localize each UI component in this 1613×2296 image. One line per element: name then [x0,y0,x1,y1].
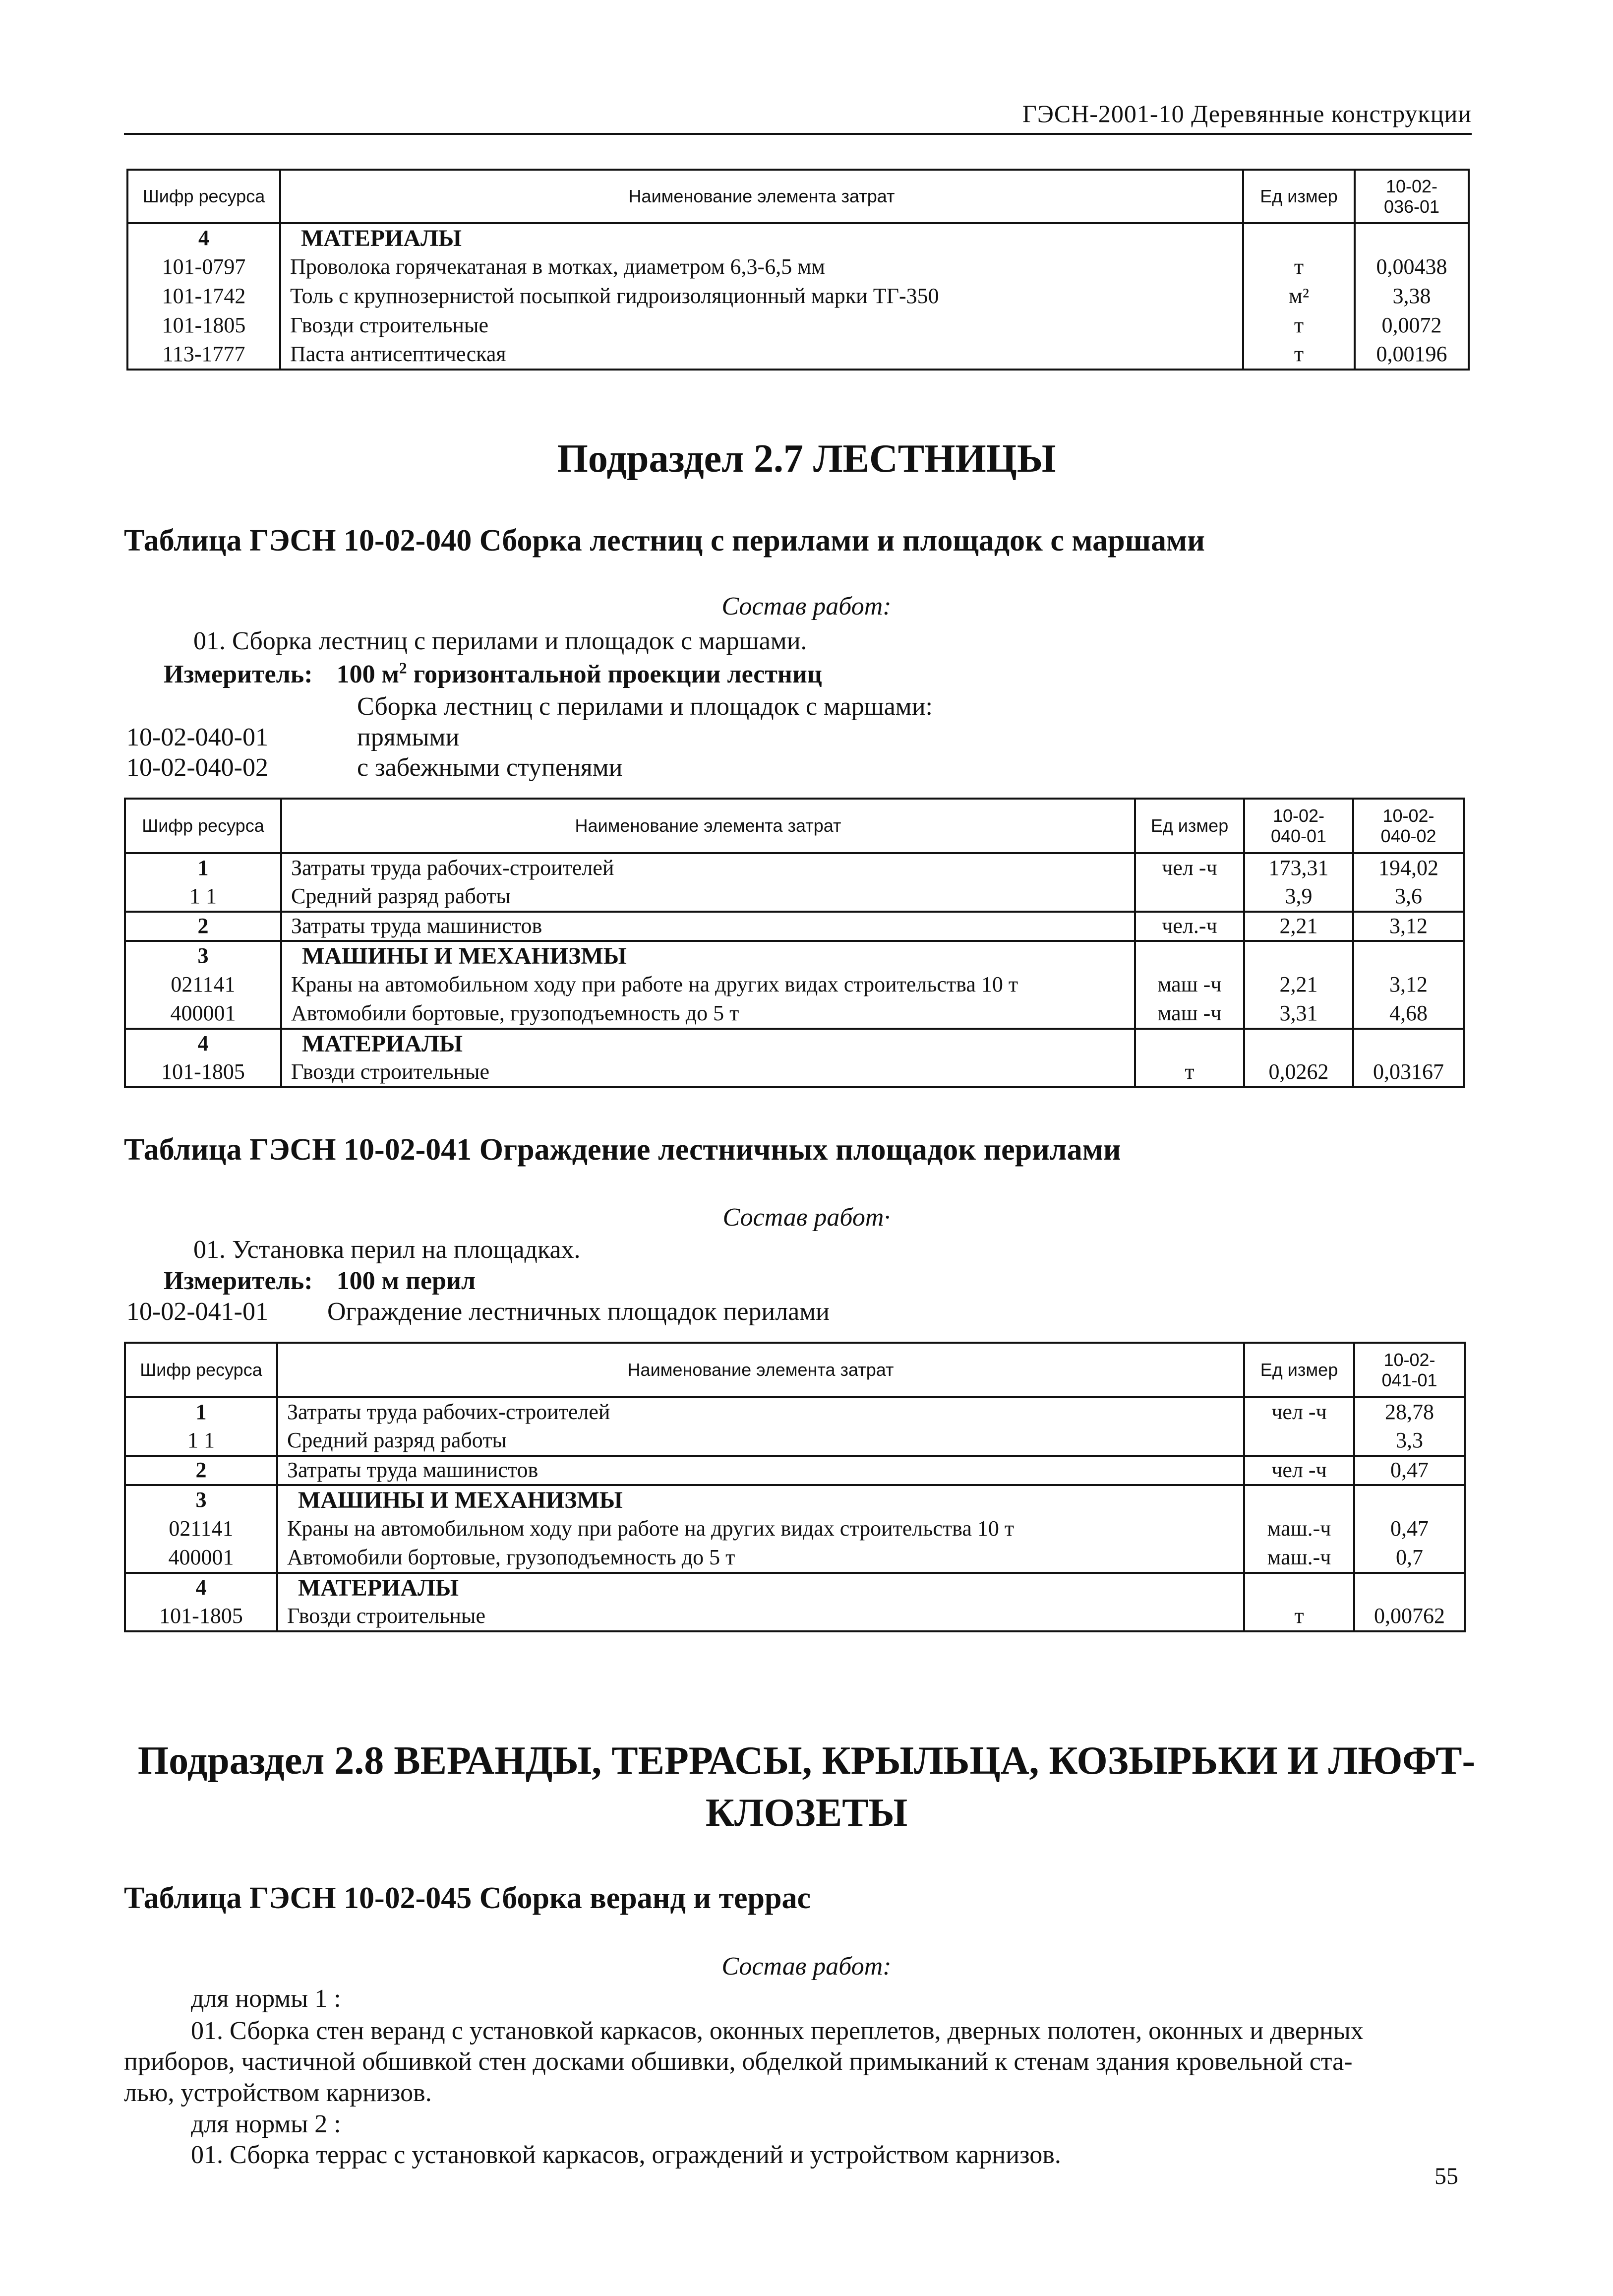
cell-unit: маш -ч [1135,970,1244,999]
cell-value-1: 0,00196 [1355,340,1469,370]
table-row [125,1058,1464,1087]
cell-code: 2 [125,912,281,941]
meter-value: 100 м перил [336,1267,476,1295]
meter-value: 100 м [336,660,400,688]
table-040 [124,798,1465,1088]
cell-code: 113-1777 [127,340,280,370]
cell-unit: т [1243,252,1355,282]
table-036-continuation [126,169,1470,371]
norm1-label: для нормы 1 : [191,1985,341,2013]
header-rule [124,133,1472,135]
cell-value-1: 0,7 [1354,1544,1465,1573]
cell-value-1: 3,3 [1354,1427,1465,1456]
table-row [125,882,1464,912]
cell-unit: т [1243,340,1355,370]
cell-value-1: 0,00762 [1354,1602,1465,1631]
header-name: Наименование элемента затрат [277,1343,1244,1397]
header-col1: 10-02- 040-01 [1244,799,1353,853]
table-row [127,252,1469,282]
cell-name: Автомобили бортовые, грузоподъемность до 5 т [281,999,1135,1029]
header-unit: Ед измер [1243,170,1355,223]
table-041-variant-code: 10-02-041-01 [126,1298,268,1326]
table-040-meter [164,660,822,689]
cell-unit: чел.-ч [1135,912,1244,941]
table-row [127,282,1469,311]
cell-unit: чел -ч [1244,1456,1354,1485]
cell-name: Краны на автомобильном ходу при работе на других видах строительства 10 т [281,970,1135,999]
cell-name: Проволока горячекатаная в мотках, диаметром 6,3-6,5 мм [280,252,1243,282]
meter-rest: горизонтальной проекции лестниц [407,660,822,688]
cell-code: 3 [125,1485,277,1514]
cell-name: Паста антисептическая [280,340,1243,370]
cell-unit [1135,1029,1244,1058]
table-row [127,311,1469,340]
cell-unit: маш.-ч [1244,1544,1354,1573]
cell-code: 1 [125,853,281,882]
running-head: ГЭСН-2001-10 Деревянные конструкции [1022,100,1472,127]
cell-name: Гвозди строительные [277,1602,1244,1631]
cell-value-2: 3,12 [1353,970,1464,999]
header-code: Шифр ресурса [127,170,280,223]
cell-name: МАТЕРИАЛЫ [277,1573,1244,1602]
cell-unit [1244,1485,1354,1514]
cell-value-1: 0,47 [1354,1514,1465,1544]
cell-name: Затраты труда рабочих-строителей [277,1397,1244,1427]
table-row [125,1397,1465,1427]
table-040-group-caption: Сборка лестниц с перилами и площадок с маршами: [357,692,933,721]
table-041-variant-label: Ограждение лестничных площадок перилами [327,1298,830,1326]
header-name: Наименование элемента затрат [280,170,1243,223]
cell-code: 1 1 [125,882,281,912]
cell-value-2: 194,02 [1353,853,1464,882]
variant-code-1: 10-02-040-01 [126,723,268,751]
table-body [125,853,1464,1087]
cell-value-1 [1244,941,1353,970]
cell-code: 2 [125,1456,277,1485]
cell-code: 1 1 [125,1427,277,1456]
header-name: Наименование элемента затрат [281,799,1135,853]
header-unit: Ед измер [1135,799,1244,853]
table-row [125,970,1464,999]
header-unit: Ед измер [1244,1343,1354,1397]
cell-code: 4 [125,1573,277,1602]
cell-unit [1243,223,1355,252]
cell-code: 4 [125,1029,281,1058]
table-body [127,223,1469,370]
variant-code-2: 10-02-040-02 [126,753,268,782]
cell-code: 021141 [125,970,281,999]
cell-unit [1135,941,1244,970]
table-041-title: Таблица ГЭСН 10-02-041 Ограждение лестничных площадок перилами [124,1133,1121,1167]
cell-unit [1244,1573,1354,1602]
cell-name: МАШИНЫ И МЕХАНИЗМЫ [281,941,1135,970]
cell-value-2 [1353,941,1464,970]
cell-name: Средний разряд работы [281,882,1135,912]
table-row [125,999,1464,1029]
cell-value-1: 2,21 [1244,970,1353,999]
meter-sup: 2 [399,659,407,677]
cell-value-2 [1353,1029,1464,1058]
cell-name: МАТЕРИАЛЫ [280,223,1243,252]
cell-code: 3 [125,941,281,970]
variant-label-1: прямыми [357,723,460,751]
table-045-title: Таблица ГЭСН 10-02-045 Сборка веранд и террас [124,1881,811,1915]
table-041-meter [164,1266,476,1296]
cell-value-1 [1354,1485,1465,1514]
cell-value-1 [1244,1029,1353,1058]
cell-value-2: 3,12 [1353,912,1464,941]
table-row [125,853,1464,882]
table-040-title: Таблица ГЭСН 10-02-040 Сборка лестниц с перилами и площадок с маршами [124,524,1205,558]
cell-code: 400001 [125,1544,277,1573]
header-col2: 10-02- 040-02 [1353,799,1464,853]
norm1-line2: приборов, частичной обшивкой стен досками обшивки, обделкой примыканий к стенам здания кровельной ста- [124,2048,1353,2076]
cell-name: Затраты труда рабочих-строителей [281,853,1135,882]
cell-name: Толь с крупнозернистой посыпкой гидроизоляционный марки ТГ-350 [280,282,1243,311]
category-row [125,1573,1465,1602]
cell-unit [1135,882,1244,912]
cell-code: 021141 [125,1514,277,1544]
page-number: 55 [1434,2163,1458,2189]
cell-value-1: 3,38 [1355,282,1469,311]
cell-name: Затраты труда машинистов [277,1456,1244,1485]
table-row [127,340,1469,370]
variant-label-2: с забежными ступенями [357,753,623,782]
table-040-work-label: Состав работ: [721,592,892,621]
table-041-work-item: 01. Установка перил на площадках. [193,1236,581,1264]
category-row [125,1485,1465,1514]
cell-value-2: 3,6 [1353,882,1464,912]
cell-value-1: 173,31 [1244,853,1353,882]
cell-unit: чел -ч [1135,853,1244,882]
table-row [125,1514,1465,1544]
section-28-title-line1: Подраздел 2.8 ВЕРАНДЫ, ТЕРРАСЫ, КРЫЛЬЦА, КОЗЫРЬКИ И ЛЮФТ- [137,1739,1476,1783]
norm2-label: для нормы 2 : [191,2110,341,2138]
cell-unit: т [1135,1058,1244,1087]
cell-name: Средний разряд работы [277,1427,1244,1456]
table-041-work-label: Состав работ· [722,1203,891,1232]
meter-label: Измеритель: [164,660,313,688]
cell-value-2: 4,68 [1353,999,1464,1029]
cell-code: 1 [125,1397,277,1427]
cell-value-1: 3,31 [1244,999,1353,1029]
cell-value-1: 0,47 [1354,1456,1465,1485]
cell-unit: м² [1243,282,1355,311]
cell-code: 101-1742 [127,282,280,311]
section-27-title: Подраздел 2.7 ЛЕСТНИЦЫ [557,437,1056,481]
cell-value-1 [1355,223,1469,252]
header-col1: 10-02- 036-01 [1355,170,1469,223]
table-row [125,1602,1465,1631]
cell-unit: т [1244,1602,1354,1631]
cell-code: 101-1805 [125,1058,281,1087]
cell-value-1: 0,00438 [1355,252,1469,282]
table-body [125,1397,1465,1631]
table-row [125,912,1464,941]
header-col1: 10-02- 041-01 [1354,1343,1465,1397]
table-row [125,1456,1465,1485]
cell-name: Краны на автомобильном ходу при работе на других видах строительства 10 т [277,1514,1244,1544]
cell-value-2: 0,03167 [1353,1058,1464,1087]
cell-unit [1244,1427,1354,1456]
table-045-work-label: Состав работ: [721,1952,892,1981]
cell-value-1 [1354,1573,1465,1602]
cell-value-1: 0,0262 [1244,1058,1353,1087]
cell-name: Гвозди строительные [280,311,1243,340]
cell-code: 101-1805 [125,1602,277,1631]
category-row [127,223,1469,252]
cell-value-1: 2,21 [1244,912,1353,941]
table-row [125,1427,1465,1456]
norm1-line1: 01. Сборка стен веранд с установкой каркасов, оконных переплетов, дверных полотен, оконных и дверных [191,2017,1364,2045]
cell-name: МАТЕРИАЛЫ [281,1029,1135,1058]
cell-value-1: 0,0072 [1355,311,1469,340]
meter-label: Измеритель: [164,1267,313,1295]
header-code: Шифр ресурса [125,799,281,853]
table-041 [124,1342,1466,1632]
cell-name: Гвозди строительные [281,1058,1135,1087]
table-040-work-item: 01. Сборка лестниц с перилами и площадок с маршами. [193,627,807,655]
cell-value-1: 3,9 [1244,882,1353,912]
cell-unit: маш.-ч [1244,1514,1354,1544]
section-28-title-line2: КЛОЗЕТЫ [705,1791,908,1835]
cell-name: Затраты труда машинистов [281,912,1135,941]
cell-code: 101-1805 [127,311,280,340]
norm1-line3: лью, устройством карнизов. [124,2079,432,2107]
table-row [125,1544,1465,1573]
cell-code: 101-0797 [127,252,280,282]
norm2-line1: 01. Сборка террас с установкой каркасов, ограждений и устройством карнизов. [191,2141,1061,2169]
cell-unit: чел -ч [1244,1397,1354,1427]
cell-code: 400001 [125,999,281,1029]
header-code: Шифр ресурса [125,1343,277,1397]
cell-value-1: 28,78 [1354,1397,1465,1427]
cell-unit: т [1243,311,1355,340]
category-row [125,1029,1464,1058]
cell-code: 4 [127,223,280,252]
cell-unit: маш -ч [1135,999,1244,1029]
cell-name: МАШИНЫ И МЕХАНИЗМЫ [277,1485,1244,1514]
cell-name: Автомобили бортовые, грузоподъемность до 5 т [277,1544,1244,1573]
category-row [125,941,1464,970]
